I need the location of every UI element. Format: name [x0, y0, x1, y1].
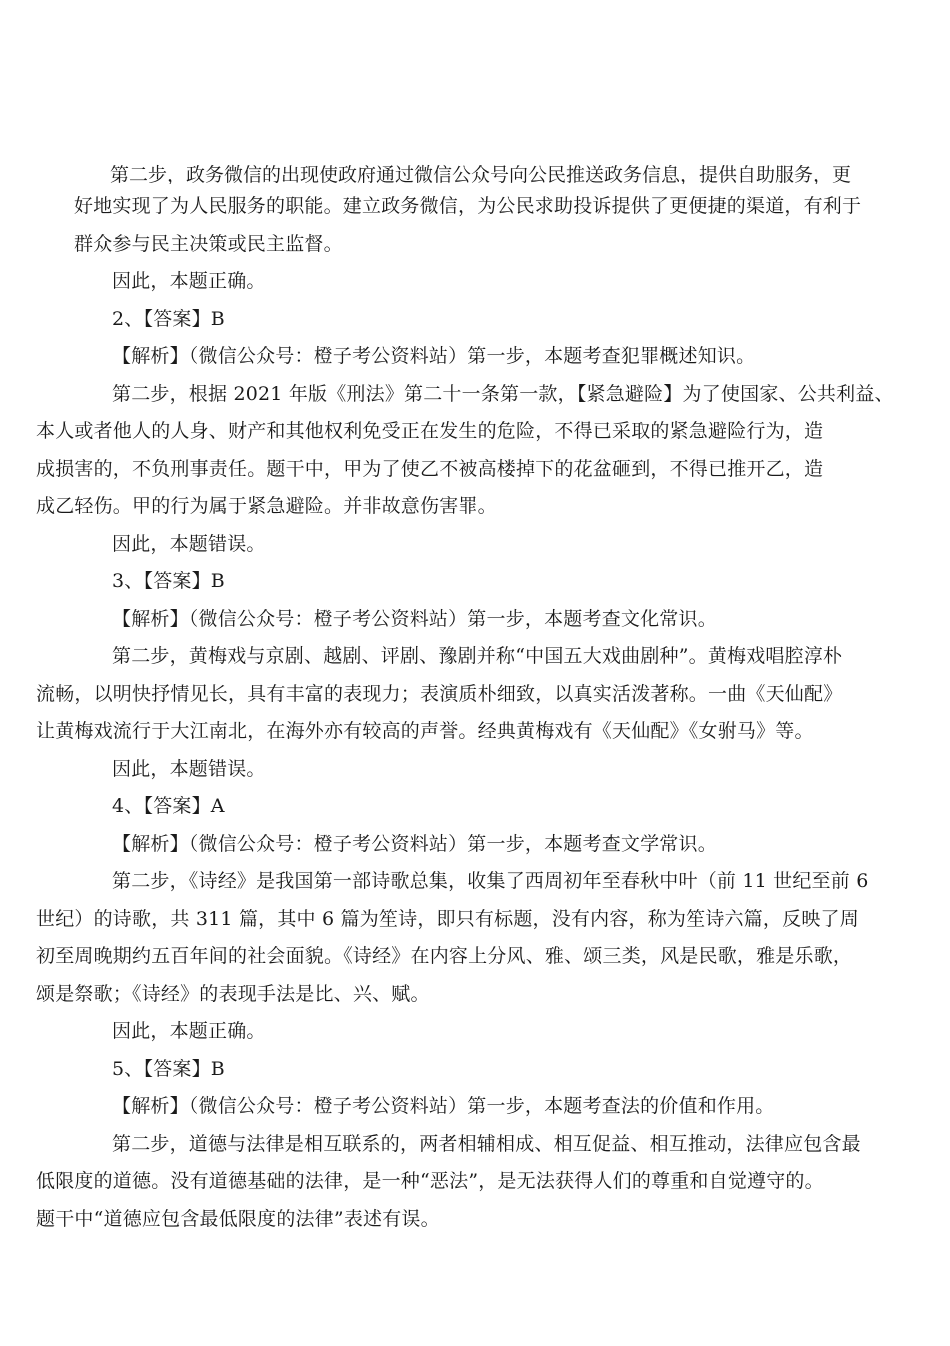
truncated-top-line — [74, 150, 874, 184]
q2-analysis: 【解析】（微信公众号：橙子考公资料站）第一步，本题考查犯罪概述知识。 — [112, 345, 756, 367]
text-line: 世纪）的诗歌，共 311 篇，其中 6 篇为笙诗，即只有标题，没有内容，称为笙诗六篇，反映了周 — [36, 907, 859, 930]
text-line: 成损害的，不负刑事责任。题干中，甲为了使乙不被高楼掉下的花盆砸到，不得已推开乙，造 — [36, 457, 824, 480]
q4-analysis: 【解析】（微信公众号：橙子考公资料站）第一步，本题考查文学常识。 — [112, 832, 717, 855]
q5-step2 — [36, 1126, 874, 1239]
text-line: 本人或者他人的人身、财产和其他权利免受正在发生的危险，不得已采取的紧急避险行为，造 — [36, 420, 824, 442]
q2-answer: 2、【答案】B — [112, 307, 225, 330]
text-line: 第二步，道德与法律是相互联系的，两者相辅相成、相互促益、相互推动，法律应包含最 — [112, 1132, 861, 1155]
q3-step2 — [36, 638, 874, 751]
q2-step2 — [36, 376, 894, 526]
text-line: 第二步，根据 2021 年版《刑法》第二十一条第一款，【紧急避险】为了使国家、公共利益、 — [112, 382, 894, 405]
text-line: 群众参与民主决策或民主监督。 — [74, 232, 343, 255]
truncated-line-text: 第二步，政务微信的出现使政府通过微信公众号向公民推送政务信息，提供自助服务，更 — [110, 164, 852, 184]
q1-conclusion: 因此，本题正确。 — [112, 270, 266, 292]
q5-answer: 5、【答案】B — [112, 1057, 225, 1080]
text-line: 颂是祭歌；《诗经》的表现手法是比、兴、赋。 — [36, 982, 430, 1005]
text-line: 第二步，《诗经》是我国第一部诗歌总集，收集了西周初年至春秋中叶（前 11 世纪至前 6 — [112, 870, 869, 892]
q5-analysis: 【解析】（微信公众号：橙子考公资料站）第一步，本题考查法的价值和作用。 — [112, 1095, 775, 1117]
q3-answer: 3、【答案】B — [112, 570, 225, 592]
text-line: 题干中“道德应包含最低限度的法律”表述有误。 — [36, 1207, 440, 1230]
document-body — [36, 188, 894, 1238]
q3-analysis: 【解析】（微信公众号：橙子考公资料站）第一步，本题考查文化常识。 — [112, 607, 717, 630]
text-line: 第二步，黄梅戏与京剧、越剧、评剧、豫剧并称“中国五大戏曲剧种”。黄梅戏唱腔淳朴 — [112, 645, 843, 667]
text-line: 流畅，以明快抒情见长，具有丰富的表现力；表演质朴细致，以真实活泼著称。一曲《天仙配》 — [36, 682, 843, 705]
q4-step2 — [36, 863, 874, 1013]
q3-conclusion: 因此，本题错误。 — [112, 757, 266, 780]
text-line: 初至周晚期约五百年间的社会面貌。《诗经》在内容上分风、雅、颂三类，风是民歌，雅是乐歌， — [36, 945, 853, 967]
q4-answer: 4、【答案】A — [112, 795, 225, 817]
q4-conclusion: 因此，本题正确。 — [112, 1020, 266, 1042]
q1-continuation — [74, 188, 874, 263]
q2-conclusion: 因此，本题错误。 — [112, 532, 266, 555]
text-line: 成乙轻伤。甲的行为属于紧急避险。并非故意伤害罪。 — [36, 495, 497, 517]
text-line: 让黄梅戏流行于大江南北，在海外亦有较高的声誉。经典黄梅戏有《天仙配》《女驸马》等。 — [36, 720, 814, 742]
text-line: 低限度的道德。没有道德基础的法律，是一种“恶法”，是无法获得人们的尊重和自觉遵守的。 — [36, 1170, 824, 1192]
text-line: 好地实现了为人民服务的职能。建立政务微信，为公民求助投诉提供了更便捷的渠道，有利于 — [74, 195, 862, 217]
